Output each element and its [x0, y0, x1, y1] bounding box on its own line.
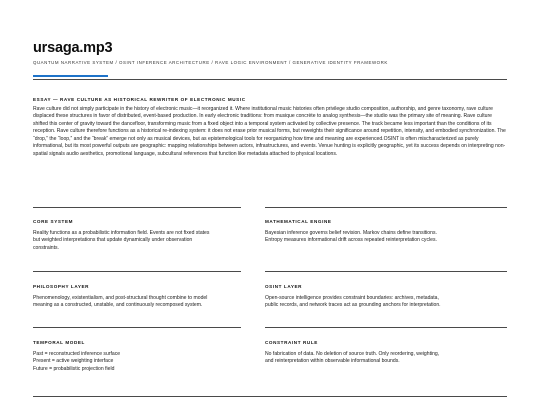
section-divider: [33, 271, 241, 272]
philosophy-layer-line: Phenomenology, existentialism, and post-structural thought combine to model: [33, 295, 208, 301]
philosophy-layer-heading: PHILOSOPHY LAYER: [33, 284, 90, 289]
section-divider: [33, 327, 241, 328]
temporal-model-line: Present = active weighting interface: [33, 358, 114, 365]
osint-layer-text: [265, 295, 489, 310]
core-system-line: constraints.: [33, 244, 59, 251]
accent-bar: [33, 75, 108, 77]
constraint-rule-heading: CONSTRAINT RULE: [265, 340, 318, 345]
philosophy-layer-section: [33, 283, 241, 310]
core-system-text: [33, 230, 241, 252]
constraint-rule-text: [265, 351, 489, 366]
mathematical-engine-text: [265, 230, 489, 245]
temporal-model-line: Future = probabilistic projection field: [33, 365, 115, 372]
philosophy-layer-text: [33, 295, 241, 310]
site-subtitle: QUANTUM NARRATIVE SYSTEM / OSINT INFERENCE ARCHITECTURE / RAVE LOGIC ENVIRONMENT / GENERATIVE IDENTITY FRAMEWORK: [33, 60, 388, 65]
temporal-model-section: [33, 339, 241, 373]
constraint-rule-line: and reinterpretation within observable informational bounds.: [265, 358, 400, 365]
footer-divider: [33, 396, 507, 397]
temporal-model-heading: TEMPORAL MODEL: [33, 340, 85, 345]
mathematical-engine-line: Entropy measures informational drift across repeated reinterpretation cycles.: [265, 237, 437, 244]
essay-heading: ESSAY — RAVE CULTURE AS HISTORICAL REWRITER OF ELECTRONIC MUSIC: [33, 97, 246, 102]
philosophy-layer-line: meaning as a constructed, unstable, and continuously recomposed system.: [33, 302, 203, 309]
site-title: ursaga.mp3: [33, 40, 113, 56]
mathematical-engine-heading: MATHEMATICAL ENGINE: [265, 219, 332, 224]
mathematical-engine-line: Bayesian inference governs belief revision. Markov chains define transitions.: [265, 230, 437, 236]
core-system-section: [33, 218, 241, 252]
section-divider: [33, 207, 241, 208]
osint-layer-heading: OSINT LAYER: [265, 284, 303, 289]
essay-body: Rave culture did not simply participate in the history of electronic music—it reorganized it. Where institutional music histories often privilege studio composition, authorship, and genre taxonomy, rave culture displaced these structures in favor of distributed, event-based production. In early electronic traditions: from musique concrète to analog synthesis—the studio was the primary site of meaning. Rave culture shifted this center of gravity toward the dancefloor, transforming music from a fixed object into a temporal system activated by collective presence. The track became less important than the conditions of its reception. Rave culture therefore functions as a historical re-indexing system: it does not erase prior musical forms, but reweights their significance around repetition, intensity, and embodied synchronization. The “drop,” the “loop,” and the “break” emerge not only as musical devices, but as epistemological tools for reorganizing how time and meaning are experienced.OSINT is often mischaracterized as purely informational, but its most powerful outputs are geographic: mapping relationships between actors, infrastructures, and events. Venue hunting is explicitly geographic, yet its success depends on interpreting non-spatial signals audio aesthetics, promotional language, subcultural references that function like metadata attached to physical locations.: [33, 106, 506, 157]
core-system-line: Reality functions as a probabilistic information field. Events are not fixed states: [33, 230, 210, 236]
section-divider: [265, 271, 507, 272]
core-system-heading: CORE SYSTEM: [33, 219, 74, 224]
mathematical-engine-section: [265, 218, 489, 245]
osint-layer-line: public records, and network traces act as grounding anchors for interpretation.: [265, 302, 441, 309]
constraint-rule-section: [265, 339, 489, 366]
core-system-line: but weighted interpretations that update dynamically under observation: [33, 237, 193, 244]
osint-layer-line: Open-source intelligence provides constraint boundaries: archives, metadata,: [265, 295, 439, 301]
constraint-rule-line: No fabrication of data. No deletion of source truth. Only reordering, weighting,: [265, 351, 440, 357]
osint-layer-section: [265, 283, 489, 310]
section-divider: [265, 327, 507, 328]
temporal-model-line: Past = reconstructed inference surface: [33, 351, 121, 357]
header-divider: [33, 79, 507, 80]
section-divider: [265, 207, 507, 208]
temporal-model-text: [33, 351, 241, 373]
